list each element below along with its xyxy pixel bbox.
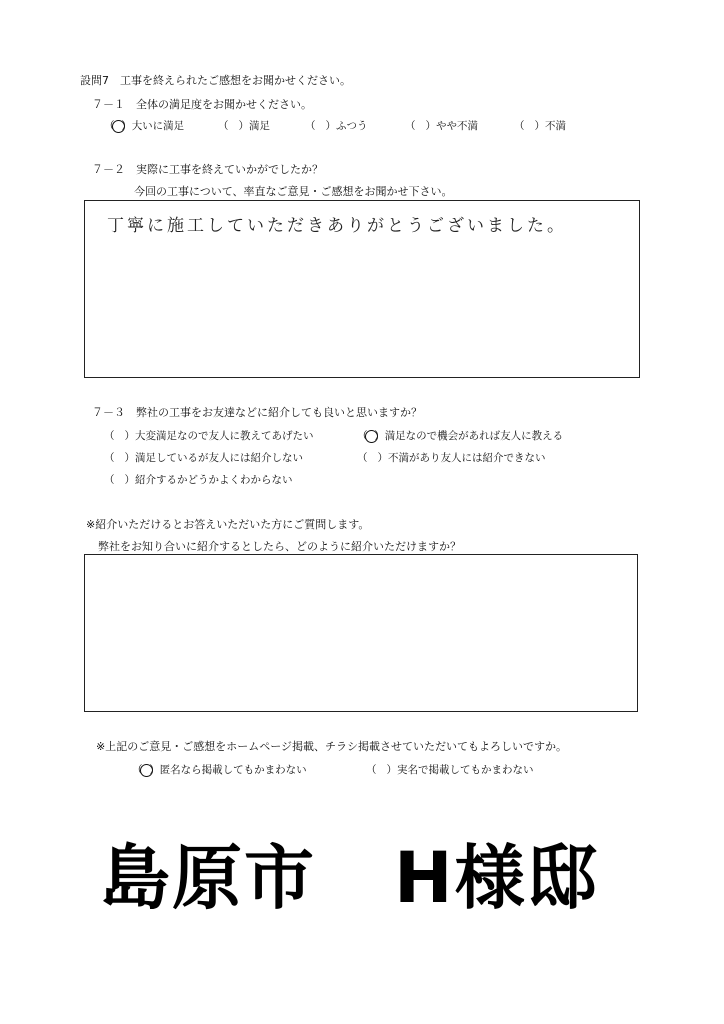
option-label: 満足しているが友人には紹介しない [135, 452, 304, 464]
option-label: やや不満 [436, 120, 479, 132]
question-7-2-sub: 今回の工事について、率直なご意見・ご感想をお聞かせ下さい。 [134, 185, 453, 198]
option-label: 満足なので機会があれば友人に教える [384, 430, 564, 442]
publish-option-anonymous[interactable]: （ ）匿名なら掲載してもかまわない [132, 764, 307, 776]
question-7-1-label: ７－１ 全体の満足度をお聞かせください。 [92, 98, 312, 111]
publish-note: ※上記のご意見・ご感想をホームページ掲載、チラシ掲載させていただいてもよろしいですか。 [96, 740, 567, 753]
q7-3-option-satisfied-tell[interactable]: （ ）満足なので機会があれば友人に教える [357, 430, 564, 442]
q7-3-option-satisfied-no-tell[interactable]: （ ）満足しているが友人には紹介しない [104, 452, 304, 464]
option-label: 不満 [545, 120, 567, 132]
q7-1-option-dissatisfied[interactable]: （ ）不満 [514, 120, 567, 132]
option-label: 匿名なら掲載してもかまわない [159, 764, 307, 776]
city-name: 島原市 [100, 837, 316, 919]
option-label: 大いに満足 [131, 120, 185, 132]
selected-circle-mark [365, 430, 378, 443]
selected-circle-mark [112, 120, 125, 133]
q7-1-option-somewhat-dissatisfied[interactable]: （ ）やや不満 [405, 120, 479, 132]
option-label: 実名で掲載してもかまわない [397, 764, 534, 776]
q7-3-option-dissatisfied-no-tell[interactable]: （ ）不満があり友人には紹介できない [357, 452, 546, 464]
option-label: 大変満足なので友人に教えてあげたい [135, 430, 314, 442]
option-label: 不満があり友人には紹介できない [388, 452, 546, 464]
selected-circle-mark [140, 764, 153, 777]
q7-1-option-very-satisfied[interactable]: （ ）大いに満足 [104, 120, 185, 132]
question-7-title: 設問7 工事を終えられたご感想をお聞かせください。 [80, 74, 351, 87]
handwritten-answer: 丁寧に施工していただきありがとうございました。 [107, 216, 567, 236]
referral-question: 弊社をお知り合いに紹介するとしたら、どのように紹介いただけますか？ [98, 540, 461, 553]
option-label: 紹介するかどうかよくわからない [135, 474, 293, 486]
publish-option-real-name[interactable]: （ ）実名で掲載してもかまわない [366, 764, 534, 776]
house-name: H様邸 [394, 837, 599, 919]
option-label: ふつう [336, 120, 368, 132]
q7-1-option-normal[interactable]: （ ）ふつう [305, 120, 368, 132]
option-label: 満足 [249, 120, 271, 132]
q7-3-option-very-satisfied-tell[interactable]: （ ）大変満足なので友人に教えてあげたい [104, 430, 314, 442]
question-7-3-label: ７－３ 弊社の工事をお友達などに紹介しても良いと思いますか？ [92, 406, 422, 419]
question-7-2-label: ７－２ 実際に工事を終えていかがでしたか？ [92, 163, 323, 176]
customer-location-caption [100, 822, 599, 923]
q7-1-option-satisfied[interactable]: （ ）満足 [218, 120, 271, 132]
referral-answer-box[interactable] [84, 554, 638, 712]
q7-3-option-unsure[interactable]: （ ）紹介するかどうかよくわからない [104, 474, 293, 486]
referral-note: ※紹介いただけるとお答えいただいた方にご質問します。 [86, 518, 370, 531]
impression-answer-box[interactable] [84, 200, 640, 378]
